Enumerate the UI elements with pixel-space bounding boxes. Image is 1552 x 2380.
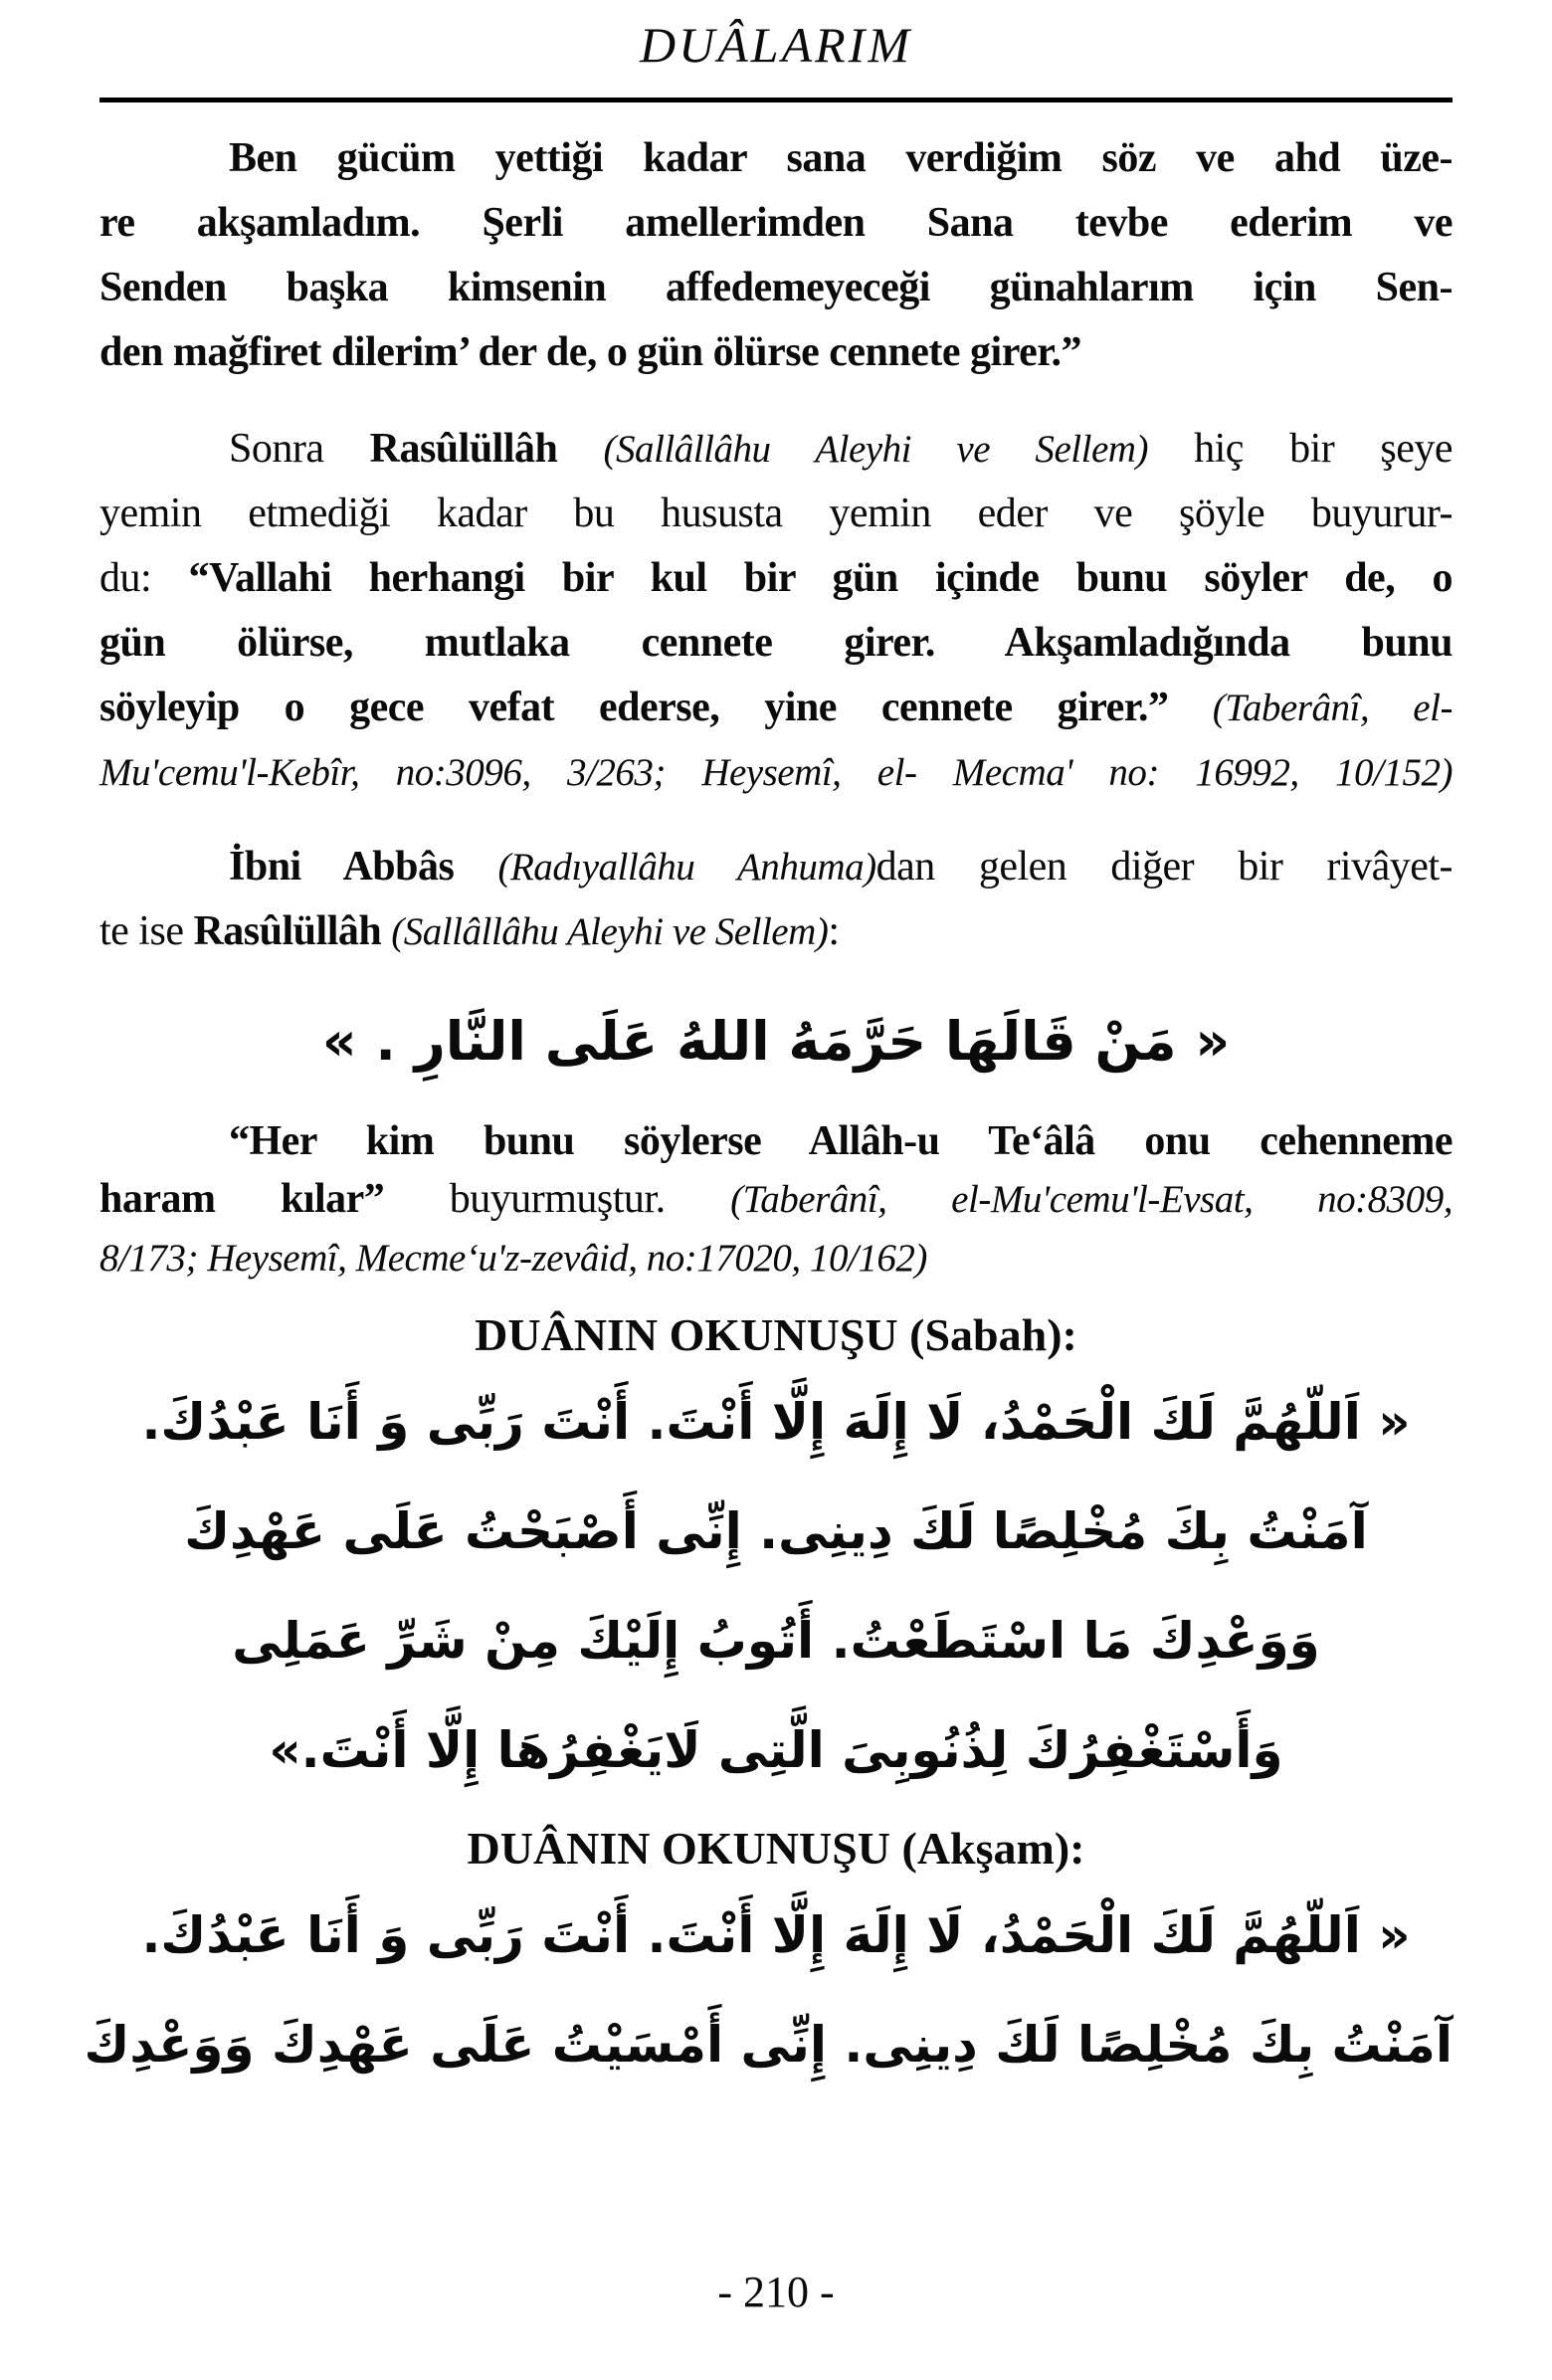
body-paragraph-intro-dua (99, 126, 1453, 385)
text-segment: du: (99, 555, 189, 601)
text-line (99, 899, 1453, 964)
arabic-prayer-sabah (99, 1367, 1453, 1805)
text-segment: İbni Abbâs (229, 844, 498, 890)
text-segment: (Taberânî, el-Mu'cemu'l-Evsat, no:8309, (730, 1178, 1453, 1221)
text-line (99, 191, 1453, 256)
text-segment: Rasûlüllâh (369, 426, 604, 472)
text-line (99, 1229, 1453, 1288)
text-segment: buyurmuştur. (384, 1176, 731, 1222)
text-segment: söyleyip o gece vefat ederse, yine cennete girer.” (99, 685, 1169, 730)
text-line (99, 417, 1453, 482)
text-line (99, 320, 1453, 385)
text-segment: Mu'cemu'l-Kebîr, no:3096, 3/263; Heysemî, el- Mecma' no: 16992, 10/152) (99, 751, 1453, 794)
page-number: - 210 - (717, 2268, 835, 2316)
text-segment: 8/173; Heysemî, Mecme‘u'z-zevâid, no:17020, 10/162) (99, 1237, 927, 1280)
text-line (99, 611, 1453, 676)
page-content (84, 0, 1454, 2099)
body-paragraph-ibni-abbas (99, 835, 1453, 964)
arabic-hadith-line: « مَنْ قَالَهَا حَرَّمَهُ اللهُ عَلَى النَّارِ . » (321, 1010, 1231, 1073)
text-segment: (Taberânî, el- (1168, 687, 1453, 729)
text-segment: yemin etmediği kadar bu hususta yemin eder ve şöyle buyurur- (99, 491, 1453, 536)
section-heading-sabah: DUÂNIN OKUNUŞU (Sabah): (475, 1309, 1077, 1360)
text-segment: Ben gücüm yettiği kadar sana verdiğim söz ve ahd üze- (229, 135, 1453, 181)
arabic-prayer-aksam (84, 1881, 1453, 2099)
section-heading-aksam: DUÂNIN OKUNUŞU (Akşam): (467, 1823, 1085, 1874)
text-segment: Sonra (229, 426, 370, 472)
arabic-line: وَأَسْتَغْفِرُكَ لِذُنُوبِىَ الَّتِى لَايَغْفِرُهَا إِلَّا أَنْتَ.» (269, 1721, 1283, 1779)
text-line (99, 1170, 1453, 1229)
text-segment: haram kılar” (99, 1176, 385, 1222)
text-segment: Senden başka kimsenin affedemeyeceği günahlarım için Sen- (99, 265, 1453, 310)
text-segment: “Her kim bunu söylerse Allâh-u Te‘âlâ onu cehenneme (229, 1118, 1453, 1164)
body-paragraph-hadith-translation (99, 1112, 1453, 1288)
text-line (99, 676, 1453, 740)
text-segment: den mağfiret dilerim’ der de, o gün ölürse cennete girer.” (99, 329, 1082, 375)
text-line (99, 482, 1453, 546)
text-line (99, 126, 1453, 191)
body-paragraph-hadith-narration (99, 417, 1453, 805)
arabic-line: آمَنْتُ بِكَ مُخْلِصًا لَكَ دِينِى. إِنِّى أَمْسَيْتُ عَلَى عَهْدِكَ وَوَعْدِكَ (84, 2016, 1453, 2074)
arabic-line: آمَنْتُ بِكَ مُخْلِصًا لَكَ دِينِى. إِنِّى أَصْبَحْتُ عَلَى عَهْدِكَ (184, 1502, 1368, 1560)
text-segment: (Sallâllâhu Aleyhi ve Sellem) (391, 910, 829, 953)
arabic-line: « اَللّهُمَّ لَكَ الْحَمْدُ، لَا إِلَهَ إِلَّا أَنْتَ. أَنْتَ رَبِّى وَ أَنَا عَبْدُكَ. (141, 1906, 1411, 1964)
text-segment: re akşamladım. Şerli amellerimden Sana tevbe ederim ve (99, 200, 1453, 246)
text-segment: dan gelen diğer bir rivâyet- (875, 844, 1454, 890)
text-segment: (Sallâllâhu Aleyhi ve Sellem) (603, 428, 1148, 471)
text-line (99, 835, 1453, 899)
text-line (99, 256, 1453, 320)
arabic-line: وَوَعْدِكَ مَا اسْتَطَعْتُ. أَتُوبُ إِلَيْكَ مِنْ شَرِّ عَمَلِى (232, 1612, 1320, 1670)
text-line (99, 1112, 1453, 1170)
header-divider-rule (99, 98, 1453, 102)
text-segment: hiç bir şeye (1148, 426, 1453, 472)
page-header-title: DUÂLARIM (640, 17, 912, 73)
text-segment: gün ölürse, mutlaka cennete girer. Akşamladığında bunu (99, 620, 1453, 666)
text-segment: Rasûlüllâh (193, 908, 392, 954)
arabic-line: « اَللّهُمَّ لَكَ الْحَمْدُ، لَا إِلَهَ إِلَّا أَنْتَ. أَنْتَ رَبِّى وَ أَنَا عَبْدُكَ. (141, 1393, 1411, 1451)
text-segment: “Vallahi herhangi bir kul bir gün içinde bunu söyler de, o (188, 555, 1453, 601)
text-segment: : (828, 908, 840, 954)
text-segment: (Radıyallâhu Anhuma) (497, 846, 876, 889)
text-line (99, 546, 1453, 611)
text-line (99, 740, 1453, 805)
text-segment: te ise (99, 908, 194, 954)
